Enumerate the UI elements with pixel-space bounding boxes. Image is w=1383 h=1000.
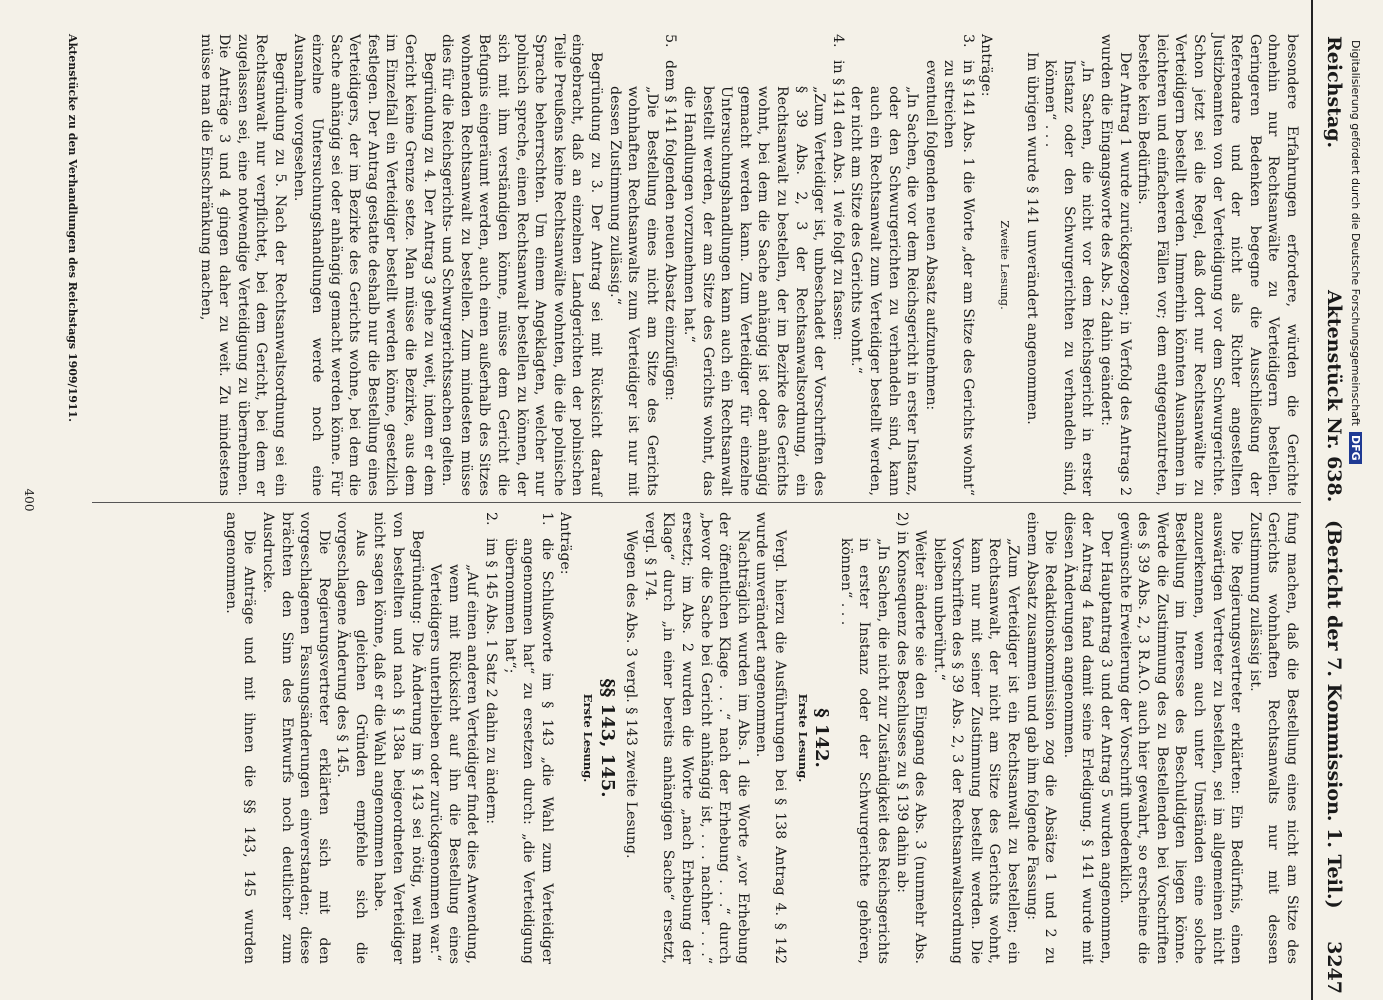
paragraph: Begründung zu 3. Der Antrag sei mit Rücksicht darauf eingebracht, daß an einzelnen Landgerichten der polnischen Teile Preußens keine Rechtsanwälte wohnten, die die polnische Sprache beherrschten. Um einem Angeklagten, welcher nur polnisch spreche, einen Rechtsanwalt bestellen zu können, der sich mit ihm verständigen könne, müsse dem Gericht die Befugnis eingeräumt werden, auch einen außerhalb des Sitzes wohnenden Rechtsanwalt zu bestellen. Zum mindesten müsse dies für die Reichsgerichts- und Schwurgerichtssachen gelten.	[439, 34, 605, 496]
motion-quote: „Die Bestellung eines nicht am Sitze des Gerichts wohnhaften Rechtsanwalts zum Verteidiger ist nur mit dessen Zustimmung zulässig.“	[606, 86, 660, 496]
header-page-number: 3247	[1323, 941, 1345, 994]
dfg-logo: DFG	[1349, 432, 1362, 464]
paragraph: Begründung zu 5. Nach der Rechtsanwaltsordnung sei ein Rechtsanwalt nur verpflichtet, bei dem Gericht, bei dem er zugelassen sei, eine notwendige Verteidigung zu übernehmen. Die Anträge 3 und 4 gingen daher zu weit. Zu mindestens müsse man die Einschränkung machen,	[197, 34, 288, 496]
left-column	[60, 34, 1301, 496]
motion-text: im § 145 Abs. 1 Satz 2 dahin zu ändern:	[483, 538, 500, 825]
motions-label: Anträge:	[557, 512, 574, 575]
paragraph: Aus den gleichen Gründen empfehle sich die vorgeschlagene Änderung des § 145.	[334, 512, 369, 964]
paragraph: Wegen des Abs. 3 vergl. § 143 zweite Lesung.	[623, 530, 640, 859]
paragraph: Die Redaktionskommission zog die Absätze 1 und 2 zu einem Absatz zusammen und gab ihm folgende Fassung:	[1023, 512, 1059, 964]
funding-text: Digitalisierung gefördert durch die Deutsche Forschungsgemeinschaft	[1349, 40, 1362, 426]
paragraph: Begründung zu 4. Der Antrag 3 gehe zu weit, indem er dem Gericht keine Grenze setze. Man müsse die Bezirke, aus dem im Einzelfall ein Verteidiger bestellt werden könne, gesetzlich festlegen. Der Antrag gestatte deshalb nur die Bestellung eines Verteidigers, der im Bezirke des Gerichts wohne, bei dem die Sache anhängig sei oder anhängig gemacht werden könne. Für einzelne Untersuchungshandlungen werde noch eine Ausnahme vorgesehen.	[290, 34, 437, 496]
paragraph: Der Hauptantrag 3 und der Antrag 5 wurden angenommen, der Antrag 4 fand damit seine Erledigung. § 141 wurde mit diesen Änderungen angenommen.	[1060, 512, 1115, 964]
header-report-title: (Bericht der 7. Kommission. 1. Teil.)	[1323, 520, 1345, 909]
header-institution: Reichstag.	[1323, 36, 1345, 149]
motion-text: in § 141 Abs. 1 die Worte „der am Sitze des Gerichts wohnt“ zu streichen	[941, 60, 976, 496]
motion-number: 1.	[538, 512, 555, 526]
paragraph: Nachträglich wurden im Abs. 1 die Worte „vor Erhebung der öffentlichen Klage . . .“ nach der Erhebung . . .“ durch „bevor die Sache bei Gericht anhängig ist, . . . nachher . . .“ ersetzt; im Abs. 2 wurden die Worte „nach Erhebung der Klage“ durch „in einer bereits anhängigen Sache“ ersetzt, vergl. § 174.	[641, 512, 751, 964]
quote: „Zum Verteidiger ist ein Rechtsanwalt zu bestellen; ein Rechtsanwalt, der nicht am Sitze des Gerichts wohnt, kann nur mit seiner Zustimmung bestellt werden. Die Vorschriften des § 39 Abs. 2, 3 der Rechtsanwaltsordnung bleiben unberührt.“	[930, 538, 1022, 964]
paragraph: fung machen, daß die Bestellung eines nicht am Sitze des Gerichts wohnhaften Rechtsanwalts nur mit dessen Zustimmung zulässig ist.	[1246, 512, 1300, 964]
paragraph: Vergl. hierzu die Ausführungen bei § 138 Antrag 4. § 142 wurde unverändert angenommen.	[753, 512, 788, 964]
header-document-number: Aktenstück Nr. 638.	[1323, 290, 1345, 503]
motions-label: Anträge:	[978, 34, 995, 97]
motion-quote: „Zum Verteidiger ist, unbeschadet der Vorschriften des § 39 Abs. 2, 3 der Rechtsanwaltsordnung, ein Rechtsanwalt zu bestellen, der im Bezirke des Gerichts wohnt, bei dem die Sache anhängig ist oder anhängig gemacht werden kann. Zum Verteidiger für einzelne Untersuchungshandlungen kann auch ein Rechtsanwalt bestellt werden, der am Sitze des Gerichts wohnt, das die Handlungen vorzunehmen hat.“	[681, 86, 828, 496]
section-heading: § 142.	[811, 708, 833, 768]
page-footer: Aktenstücke zu den Verhandlungen des Reichstags 1909/1911.	[66, 34, 79, 422]
section-subheading: Zweite Lesung.	[998, 220, 1013, 310]
motion-quote: „In Sachen, die vor dem Reichsgericht in erster Instanz, oder den Schwurgerichten zu verhandeln sind, kann auch ein Rechtsanwalt zum Verteidiger bestellt werden, der nicht am Sitze des Gerichts wohnt.“	[848, 86, 921, 496]
section-subheading: Erste Lesung.	[581, 693, 596, 783]
funding-note	[1349, 40, 1362, 920]
paragraph: besondere Erfahrungen erfordere, würden die Gerichte ohnehin nur Rechtsanwälte zu Verteidigern bestellen. Geringeren Bedenken begegne die Ausschließung der Referendare und der nicht als Richter angestellten Justizbeamten von der Verteidigung vor dem Schwurgerichte. Schon jetzt sei die Regel, daß dort nur Rechtsanwälte zu Verteidigern bestellt werden. Immerhin könnten Ausnahmen in leichteren und einfacheren Fällen vor; dem entgegenzutreten, bestehe kein Bedürfnis.	[1135, 34, 1300, 496]
motion-quote: „Auf einen anderen Verteidiger findet dies Anwendung, wenn mit Rücksicht auf ihn die Bestellung eines Verteidigers unterblieben oder zurückgenommen war.“	[427, 564, 481, 964]
bottom-page-number: 400	[22, 488, 36, 512]
motion-item	[847, 34, 977, 496]
quote: „In Sachen, die nicht vor dem Reichsgericht in erster Instanz oder den Schwurgerichten zu verhandeln sind, können“ . . .	[1042, 60, 1096, 496]
paragraph: Im übrigen wurde § 141 unverändert angenommen.	[1023, 52, 1040, 425]
motion-text: dem § 141 folgenden neuen Absatz einzufügen:	[662, 60, 679, 401]
motion-number: 3.	[959, 34, 976, 48]
column-divider	[92, 502, 1301, 503]
motion-text: in § 141 den Abs. 1 wie folgt zu fassen:	[829, 60, 846, 341]
paragraph: Weiter änderte sie den Eingang des Abs. 3 (nunmehr Abs. 2) in Konsequenz des Beschlusses zu § 139 dahin ab:	[893, 512, 929, 964]
paragraph: Der Antrag 1 wurde zurückgezogen; in Verfolg des Antrags 2 wurden die Eingangsworte des Abs. 2 dahin geändert:	[1098, 34, 1133, 496]
motion-text: eventuell folgenden neuen Absatz aufzunehmen:	[922, 60, 939, 411]
motion-item	[426, 512, 500, 964]
motion-item	[500, 512, 556, 964]
motion-item	[605, 34, 679, 496]
section-subheading: Erste Lesung.	[795, 693, 810, 783]
paragraph: Die Regierungsvertreter erklärten: Ein Bedürfnis, einen auswärtigen Vertreter zu bestellen, sei im allgemeinen nicht anzuerkennen, wenn auch unter Umständen eine solche Bestellung im Interesse des Beschuldigten liegen könne. Werde die Zustimmung des zu Bestellenden bei Vorschriften des § 39 Abs. 2, 3 R.A.O. auch hier gewahrt, so erscheine die gewünschte Erweiterung der Vorschrift unbedenklich.	[1116, 512, 1245, 964]
motion-number: 5.	[662, 34, 679, 48]
motion-number: 4.	[829, 34, 846, 48]
quote: „In Sachen, die nicht zur Zuständigkeit des Reichsgerichts in erster Instanz oder der Schwurgerichte gehören, können“ . . .	[837, 538, 891, 964]
section-heading: §§ 143, 145.	[596, 678, 618, 798]
paragraph: Begründung: Die Änderung im § 143 sei nötig, weil man von bestellten und nach § 138a beigeordneten Verteidiger nicht sagen könne, daß er die Wahl angenommen habe.	[371, 512, 425, 964]
motion-number: 2.	[483, 512, 500, 526]
motion-text: die Schlußworte im § 143 „die Wahl zum Verteidiger angenommen hat“ zu ersetzen durch: „die Verteidigung übernommen hat“;	[501, 538, 555, 964]
paragraph: Die Anträge und mit ihnen die §§ 143, 145 wurden angenommen.	[222, 512, 258, 964]
motion-item	[679, 34, 846, 496]
page-header	[1311, 0, 1347, 1000]
paragraph: Die Regierungsvertreter erklärten sich mit den vorgeschlagenen Fassungsänderungen einverstanden; diese brächten den Sinn des Entwurfs noch deutlicher zum Ausdrucke.	[259, 512, 332, 964]
right-column	[60, 512, 1301, 964]
